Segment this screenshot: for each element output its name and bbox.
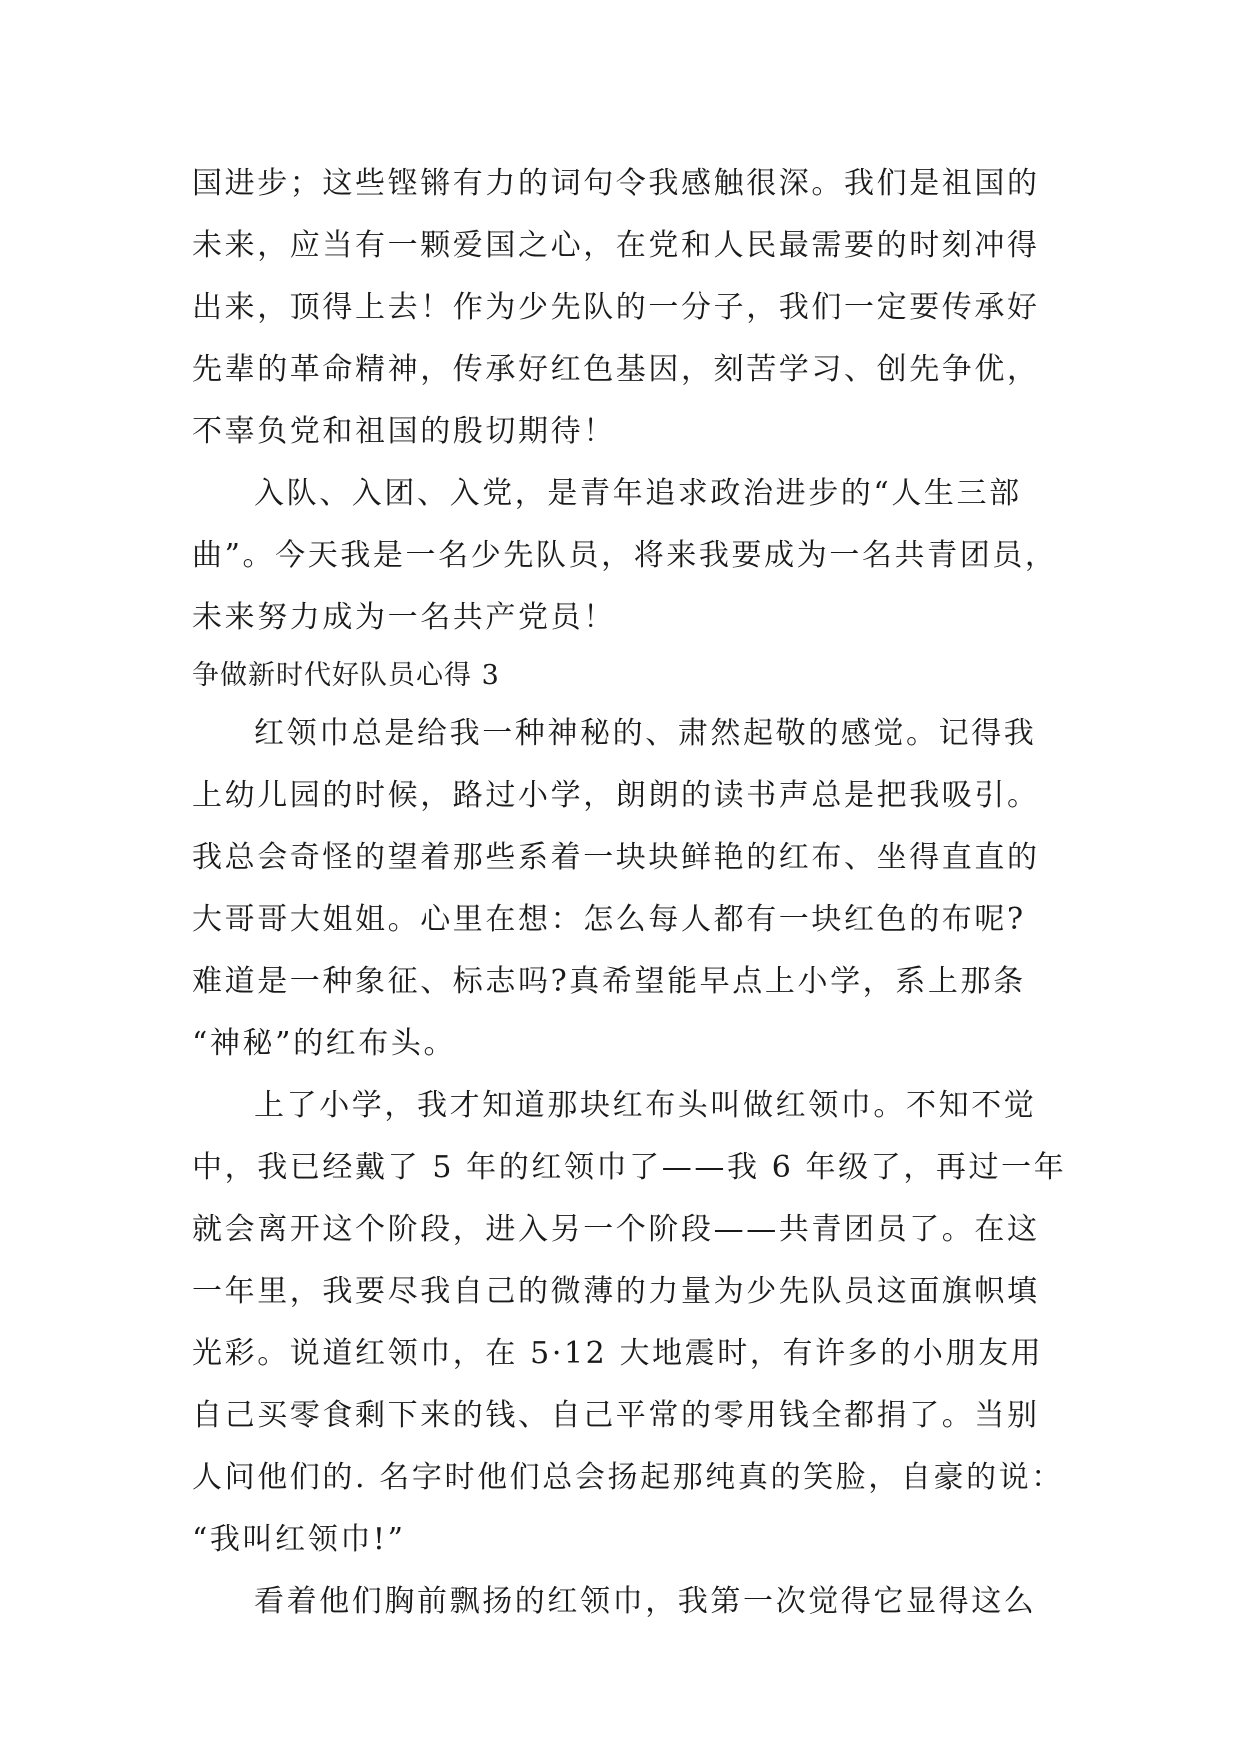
- paragraph-line: 自己买零食剩下来的钱、自己平常的零用钱全都捐了。当别: [192, 1398, 1040, 1433]
- paragraph-line: 看着他们胸前飘扬的红领巾，我第一次觉得它显得这么: [254, 1584, 1037, 1619]
- paragraph-line: 一年里，我要尽我自己的微薄的力量为少先队员这面旗帜填: [192, 1274, 1040, 1309]
- paragraph-line: 人问他们的. 名字时他们总会扬起那纯真的笑脸，自豪的说：: [192, 1460, 1064, 1495]
- paragraph-line: 出来，顶得上去！作为少先队的一分子，我们一定要传承好: [192, 290, 1040, 325]
- paragraph-line: “神秘”的红布头。: [192, 1026, 457, 1061]
- paragraph-line: 国进步；这些铿锵有力的词句令我感触很深。我们是祖国的: [192, 166, 1040, 201]
- paragraph-line: 未来，应当有一颗爱国之心，在党和人民最需要的时刻冲得: [192, 228, 1040, 263]
- paragraph-line: 大哥哥大姐姐。心里在想：怎么每人都有一块红色的布呢?: [192, 902, 1026, 937]
- paragraph-line: 上了小学，我才知道那块红布头叫做红领巾。不知不觉: [254, 1088, 1037, 1123]
- paragraph-line: 先辈的革命精神，传承好红色基因，刻苦学习、创先争优，: [192, 352, 1040, 387]
- paragraph-line: 我总会奇怪的望着那些系着一块块鲜艳的红布、坐得直直的: [192, 840, 1040, 875]
- paragraph-line: 就会离开这个阶段，进入另一个阶段——共青团员了。在这: [192, 1212, 1040, 1247]
- paragraph-line: 上幼儿园的时候，路过小学，朗朗的读书声总是把我吸引。: [192, 778, 1040, 813]
- paragraph-line: 曲”。今天我是一名少先队员，将来我要成为一名共青团员，: [192, 538, 1058, 573]
- paragraph-line: 未来努力成为一名共产党员！: [192, 600, 616, 635]
- paragraph-line: “我叫红领巾!”: [192, 1522, 406, 1557]
- paragraph-line: 中，我已经戴了 5 年的红领巾了——我 6 年级了，再过一年: [192, 1150, 1067, 1185]
- paragraph-line: 不辜负党和祖国的殷切期待！: [192, 414, 616, 449]
- paragraph-line: 红领巾总是给我一种神秘的、肃然起敬的感觉。记得我: [254, 716, 1037, 751]
- paragraph-line: 难道是一种象征、标志吗?真希望能早点上小学，系上那条: [192, 964, 1026, 999]
- paragraph-line: 入队、入团、入党，是青年追求政治进步的“人生三部: [254, 476, 1022, 511]
- section-heading: 争做新时代好队员心得 3: [192, 660, 500, 691]
- paragraph-line: 光彩。说道红领巾，在 5·12 大地震时，有许多的小朋友用: [192, 1336, 1044, 1371]
